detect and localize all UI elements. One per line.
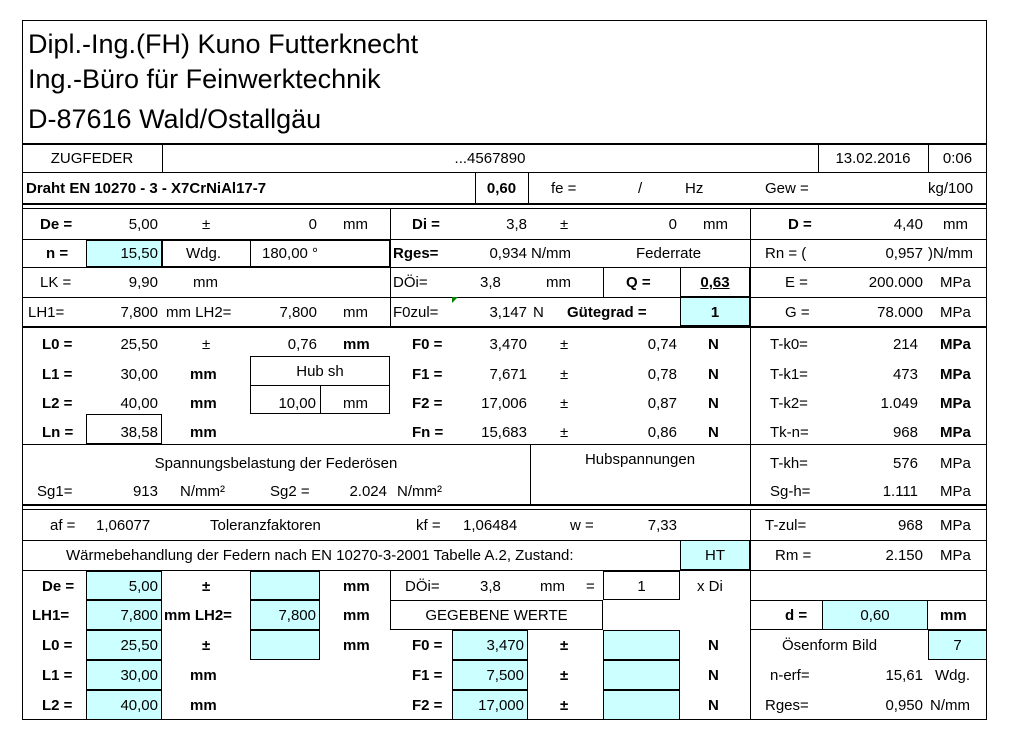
di-value: 3,8 — [506, 216, 527, 233]
spring-type: ZUGFEDER — [50, 150, 134, 167]
given-f2-tol-input[interactable] — [603, 690, 680, 720]
hz-unit: Hz — [685, 180, 704, 197]
heat-treatment-label: Wärmebehandlung der Federn nach EN 10270-3-2001 Tabelle A.2, Zustand: — [66, 547, 574, 564]
nerf-label: n-erf= — [770, 667, 810, 684]
de-value: 5,00 — [128, 216, 158, 233]
pm-sign: ± — [560, 697, 569, 714]
sgh-value: 1.111 — [882, 483, 918, 500]
given-f1-tol-input[interactable] — [603, 660, 680, 690]
mpa-unit: MPa — [940, 455, 971, 472]
kf-label: kf = — [416, 517, 441, 534]
hub-stress-title: Hubspannungen — [584, 451, 696, 468]
pm-sign: ± — [560, 395, 569, 412]
n-unit: N — [708, 395, 719, 412]
f2-label: F2 = — [412, 395, 443, 412]
doi-multiplier: 1 — [637, 578, 646, 595]
fe-label: fe = — [551, 180, 577, 197]
n-unit: N — [708, 637, 719, 654]
pm-sign: ± — [560, 637, 569, 654]
sgh-label: Sg-h= — [770, 483, 811, 500]
f2-value: 17,006 — [481, 395, 527, 412]
tkn-label: Tk-n= — [770, 424, 809, 441]
mm-unit: mm — [540, 578, 565, 595]
given-de-tol-input[interactable] — [250, 571, 320, 600]
l0-value: 25,50 — [120, 336, 158, 353]
given-lh2-label: mm LH2= — [164, 607, 232, 624]
given-f0-label: F0 = — [412, 637, 443, 654]
given-l2-value: 40,00 — [120, 697, 158, 714]
given-d-label: d = — [785, 607, 808, 624]
lh1-label: LH1= — [28, 304, 65, 321]
n-label: n = — [46, 245, 69, 262]
sg1-value: 913 — [132, 483, 158, 500]
mm-unit: mm — [343, 216, 368, 233]
mm-unit: mm — [343, 304, 368, 321]
given-f0-value: 3,470 — [486, 637, 524, 654]
mpa-unit: MPa — [940, 274, 971, 291]
weight-label: Gew = — [765, 180, 809, 197]
osenform-value: 7 — [953, 637, 962, 654]
stress-title: Spannungsbelastung der Federösen — [154, 455, 398, 472]
tolerance-title: Toleranzfaktoren — [210, 517, 321, 534]
pm-sign: ± — [560, 336, 569, 353]
time: 0:06 — [942, 150, 973, 167]
mpa-unit: MPa — [940, 336, 971, 353]
mm-unit: mm — [190, 366, 217, 383]
w-value: 7,33 — [647, 517, 677, 534]
mpa-unit: MPa — [940, 517, 971, 534]
de-label: De = — [40, 216, 73, 233]
given-f0-tol-input[interactable] — [603, 630, 680, 660]
mpa-unit: MPa — [940, 395, 971, 412]
af-label: af = — [50, 517, 76, 534]
tk1-label: T-k1= — [770, 366, 808, 383]
di-label: Di = — [412, 216, 440, 233]
company-name: Dipl.-Ing.(FH) Kuno Futterknecht — [28, 29, 419, 59]
given-f2-label: F2 = — [412, 697, 443, 714]
mpa-unit: MPa — [940, 547, 971, 564]
doi-label: DÖi= — [393, 274, 428, 291]
rm-value: 2.150 — [885, 547, 923, 564]
given-l1-value: 30,00 — [120, 667, 158, 684]
pm-sign: ± — [560, 366, 569, 383]
given-lh1-value: 7,800 — [120, 607, 158, 624]
hub-value: 10,00 — [278, 395, 316, 412]
pm-sign: ± — [202, 216, 211, 233]
given-doi-value: 3,8 — [480, 578, 501, 595]
given-l0-value: 25,50 — [120, 637, 158, 654]
n-value: 15,50 — [120, 245, 158, 262]
f0zul-value: 3,147 — [489, 304, 527, 321]
nmm-unit: N/mm — [531, 245, 571, 262]
given-l2-label: L2 = — [42, 697, 73, 714]
de-tolerance: 0 — [308, 216, 317, 233]
mm-unit: mm — [190, 667, 217, 684]
mm-unit: mm — [703, 216, 728, 233]
tzul-label: T-zul= — [765, 517, 807, 534]
af-value: 1,06077 — [96, 517, 151, 534]
lh2-value: 7,800 — [279, 304, 317, 321]
fn-tolerance: 0,86 — [647, 424, 677, 441]
q-value: 0,63 — [700, 274, 730, 291]
d-label: D = — [788, 216, 812, 233]
hub-label: Hub sh — [296, 363, 344, 380]
w-label: w = — [570, 517, 594, 534]
federrate-label: Federrate — [636, 245, 702, 262]
fe-slash: / — [638, 180, 643, 197]
rn-value: 0,957 — [885, 245, 923, 262]
tk1-value: 473 — [892, 366, 918, 383]
given-lh1-label: LH1= — [32, 607, 70, 624]
fn-label: Fn = — [412, 424, 444, 441]
l1-label: L1 = — [42, 366, 73, 383]
pm-sign: ± — [202, 578, 211, 595]
nmm-unit: N/mm — [930, 697, 970, 714]
given-d-value: 0,60 — [860, 607, 890, 624]
n-unit: N — [708, 667, 719, 684]
mpa-unit: MPa — [940, 304, 971, 321]
tkh-label: T-kh= — [770, 455, 808, 472]
mm-unit: mm — [943, 216, 968, 233]
tk2-label: T-k2= — [770, 395, 808, 412]
given-l0-tol-input[interactable] — [250, 630, 320, 660]
pm-sign: ± — [202, 637, 211, 654]
pm-sign: ± — [202, 336, 211, 353]
kf-value: 1,06484 — [463, 517, 518, 534]
equals-sign: = — [586, 578, 595, 595]
fn-value: 15,683 — [481, 424, 527, 441]
given-values-title: GEGEBENE WERTE — [425, 607, 568, 624]
mm-unit: mm — [940, 607, 967, 624]
mm-unit: mm — [190, 395, 217, 412]
mm-unit: mm — [193, 274, 218, 291]
e-value: 200.000 — [868, 274, 923, 291]
company-address: D-87616 Wald/Ostallgäu — [28, 104, 322, 134]
f1-value: 7,671 — [489, 366, 527, 383]
sg2-value: 2.024 — [349, 483, 387, 500]
given-de-value: 5,00 — [128, 578, 158, 595]
f0-label: F0 = — [412, 336, 443, 353]
n-unit: N — [708, 366, 719, 383]
sg1-label: Sg1= — [37, 483, 73, 500]
f1-label: F1 = — [412, 366, 443, 383]
wire-spec: Draht EN 10270 - 3 - X7CrNiAl17-7 — [26, 180, 267, 197]
nmm2-unit: N/mm² — [180, 483, 225, 500]
weight-unit: kg/100 — [928, 180, 974, 197]
tk0-label: T-k0= — [770, 336, 808, 353]
pm-sign: ± — [560, 216, 569, 233]
lk-value: 9,90 — [128, 274, 158, 291]
rn-label: Rn = ( — [765, 245, 807, 262]
wdg-unit: Wdg. — [935, 667, 971, 684]
given-lh2-value: 7,800 — [278, 607, 316, 624]
mpa-unit: MPa — [940, 483, 971, 500]
rn-unit: )N/mm — [928, 245, 973, 262]
date: 13.02.2016 — [835, 150, 911, 167]
nmm2-unit: N/mm² — [397, 483, 442, 500]
tkh-value: 576 — [892, 455, 918, 472]
given-rges-value: 0,950 — [885, 697, 923, 714]
tk0-value: 214 — [892, 336, 918, 353]
given-de-label: De = — [42, 578, 75, 595]
tkn-value: 968 — [892, 424, 918, 441]
sg2-label: Sg2 = — [270, 483, 310, 500]
lh2-label: mm LH2= — [166, 304, 232, 321]
g-label: G = — [785, 304, 810, 321]
given-rges-label: Rges= — [765, 697, 809, 714]
mm-unit: mm — [190, 424, 217, 441]
ln-value: 38,58 — [120, 424, 158, 441]
f0-value: 3,470 — [489, 336, 527, 353]
ln-label: Ln = — [42, 424, 74, 441]
comment-marker — [452, 297, 458, 303]
e-label: E = — [785, 274, 808, 291]
tk2-value: 1.049 — [880, 395, 918, 412]
d-value: 4,40 — [893, 216, 923, 233]
mm-unit: mm — [343, 607, 370, 624]
q-label: Q = — [626, 274, 651, 291]
l0-label: L0 = — [42, 336, 73, 353]
f0zul-label: F0zul= — [393, 304, 439, 321]
osenform-label: Ösenform Bild — [782, 637, 878, 654]
n-unit: N — [708, 424, 719, 441]
f0-tolerance: 0,74 — [647, 336, 677, 353]
mpa-unit: MPa — [940, 424, 971, 441]
n-unit: N — [708, 336, 719, 353]
mm-unit: mm — [343, 395, 368, 412]
wdg-unit: Wdg. — [186, 245, 222, 262]
rm-label: Rm = — [775, 547, 812, 564]
gutegrad-value: 1 — [710, 304, 720, 321]
nerf-value: 15,61 — [885, 667, 923, 684]
l0-tolerance: 0,76 — [287, 336, 317, 353]
mpa-unit: MPa — [940, 366, 971, 383]
mm-unit: mm — [343, 336, 370, 353]
lh1-value: 7,800 — [120, 304, 158, 321]
gutegrad-label: Gütegrad = — [567, 304, 647, 321]
angle-value: 180,00 ° — [262, 245, 319, 262]
g-value: 78.000 — [877, 304, 923, 321]
given-f1-label: F1 = — [412, 667, 443, 684]
f1-tolerance: 0,78 — [647, 366, 677, 383]
mm-unit: mm — [343, 637, 370, 654]
rges-value: 0,934 — [489, 245, 527, 262]
n-unit: N — [708, 697, 719, 714]
pm-sign: ± — [560, 424, 569, 441]
l2-label: L2 = — [42, 395, 73, 412]
given-f2-value: 17,000 — [478, 697, 524, 714]
xdi-label: x Di — [697, 578, 723, 595]
mm-unit: mm — [343, 578, 370, 595]
n-unit: N — [533, 304, 544, 321]
mm-unit: mm — [190, 697, 217, 714]
l2-value: 40,00 — [120, 395, 158, 412]
l1-value: 30,00 — [120, 366, 158, 383]
given-doi-label: DÖi= — [405, 578, 440, 595]
drawing-number: ...4567890 — [454, 150, 526, 167]
ht-value: HT — [705, 547, 725, 564]
wire-diameter: 0,60 — [486, 180, 517, 197]
given-l0-label: L0 = — [42, 637, 73, 654]
tzul-value: 968 — [897, 517, 923, 534]
company-subtitle: Ing.-Büro für Feinwerktechnik — [28, 64, 381, 94]
di-tolerance: 0 — [668, 216, 677, 233]
rges-label: Rges= — [393, 245, 439, 262]
mm-unit: mm — [546, 274, 571, 291]
pm-sign: ± — [560, 667, 569, 684]
doi-value: 3,8 — [480, 274, 501, 291]
given-l1-label: L1 = — [42, 667, 73, 684]
f2-tolerance: 0,87 — [647, 395, 677, 412]
lk-label: LK = — [40, 274, 72, 291]
given-f1-value: 7,500 — [486, 667, 524, 684]
